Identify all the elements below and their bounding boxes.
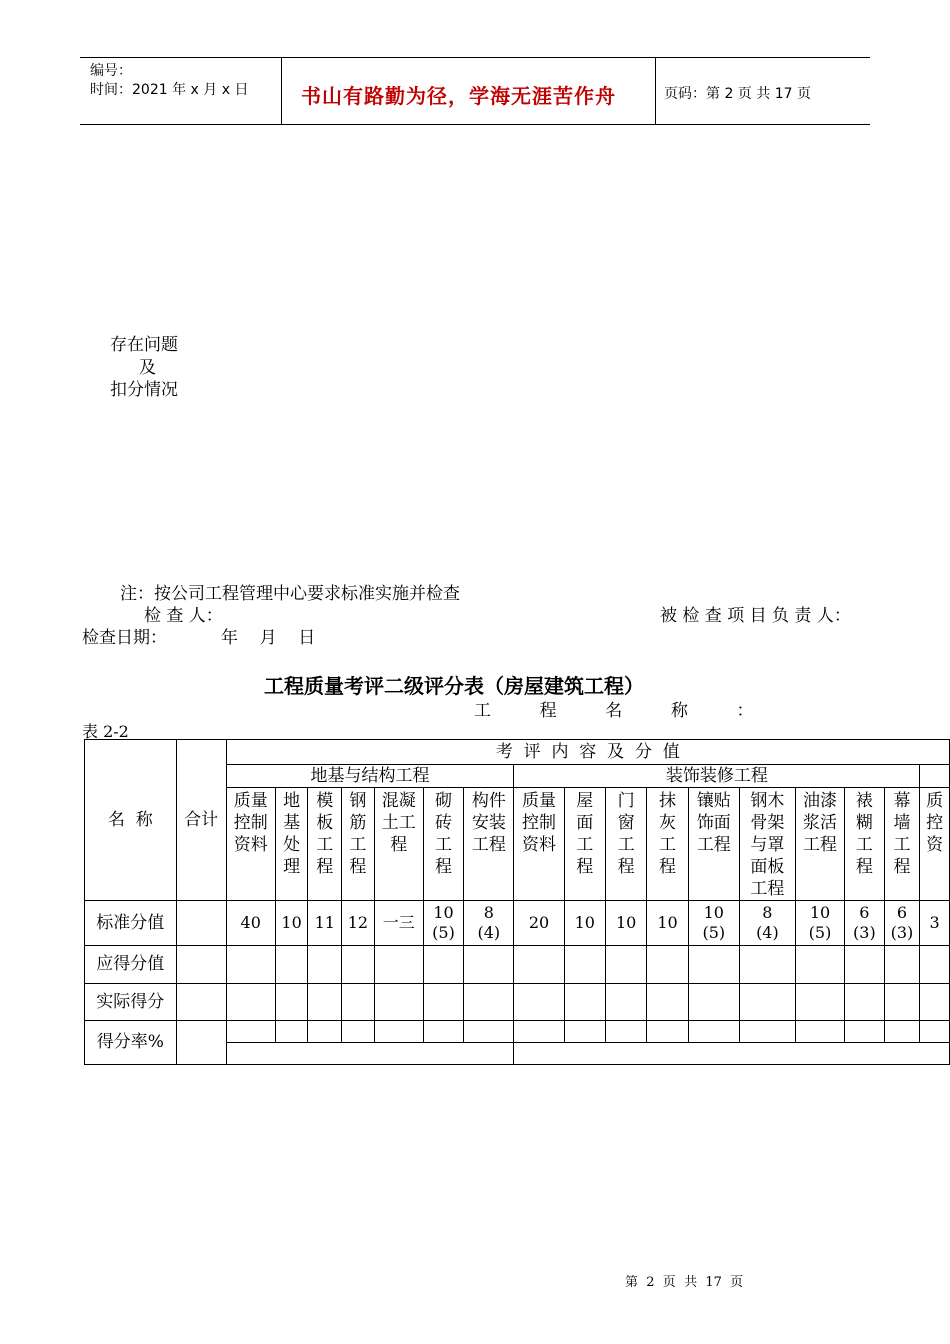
- header-top-rule: [80, 57, 870, 58]
- standard-value-line: 10: [657, 913, 678, 932]
- group-decoration: 装饰装修工程: [514, 765, 920, 788]
- standard-value-12: [739, 901, 795, 946]
- item-header-line: 工: [349, 835, 367, 855]
- standard-value-line: (5): [432, 923, 455, 942]
- item-header-line: 工程: [696, 835, 731, 855]
- item-header-line: 抹: [659, 791, 677, 811]
- issues-line-1: 存在问题: [110, 335, 178, 355]
- rate-cell[interactable]: [647, 1021, 688, 1043]
- standard-value-1: [275, 901, 308, 946]
- item-header-line: 筋: [349, 813, 367, 833]
- standard-value-3: [342, 901, 375, 946]
- standard-value-line: 10: [281, 913, 302, 932]
- standard-value-line: 40: [240, 913, 261, 932]
- item-header-line: 工程: [750, 879, 785, 899]
- item-header-line: 资料: [522, 835, 556, 855]
- row-due-cell[interactable]: [514, 946, 564, 984]
- rate-cell[interactable]: [342, 1021, 375, 1043]
- row-actual-cell[interactable]: [464, 984, 514, 1021]
- row-due-cell[interactable]: [739, 946, 795, 984]
- item-header-line: 理: [283, 857, 301, 877]
- rate-cell[interactable]: [423, 1021, 463, 1043]
- row-actual-cell[interactable]: [226, 984, 275, 1021]
- standard-value-line: 8: [762, 903, 773, 922]
- rate-cell[interactable]: [688, 1021, 739, 1043]
- header-divider-right: [655, 57, 656, 125]
- row-actual-cell[interactable]: [739, 984, 795, 1021]
- rate-cell[interactable]: [308, 1021, 342, 1043]
- item-header-line: 面: [576, 813, 594, 833]
- standard-value-15: [884, 901, 920, 946]
- header-bottom-rule: [80, 124, 870, 125]
- item-header-line: 板: [316, 813, 334, 833]
- item-header-line: 工程: [803, 835, 838, 855]
- item-header-5: [423, 788, 463, 901]
- eval-header: 考 评 内 容 及 分 值: [226, 740, 949, 765]
- row-due-cell[interactable]: [605, 946, 646, 984]
- item-header-line: 墙: [893, 813, 911, 833]
- row-label-actual: 实际得分: [85, 984, 177, 1021]
- row-due-cell[interactable]: [688, 946, 739, 984]
- standard-value-line: 20: [528, 913, 550, 932]
- standard-value-line: (3): [853, 923, 876, 942]
- item-header-8: [564, 788, 605, 901]
- row-actual-cell[interactable]: [605, 984, 646, 1021]
- item-header-line: 土工: [381, 813, 416, 833]
- col-name-header: 名 称: [85, 740, 177, 901]
- serial-label: 编号：: [90, 63, 132, 79]
- item-header-line: 质: [926, 791, 944, 811]
- standard-value-line: 10: [574, 913, 595, 932]
- standard-value-line: 8: [483, 903, 494, 922]
- item-header-line: 处: [283, 835, 301, 855]
- item-header-10: [647, 788, 688, 901]
- item-header-line: 资: [926, 835, 944, 855]
- item-header-line: 程: [659, 857, 677, 877]
- item-header-line: 控制: [233, 813, 268, 833]
- item-header-line: 镶贴: [696, 791, 731, 811]
- standard-value-line: 10: [433, 903, 454, 922]
- item-header-line: 饰面: [696, 813, 731, 833]
- standard-value-6: [464, 901, 514, 946]
- score-table: [84, 739, 950, 1065]
- page-label: 页码：第 2 页 共 17 页: [664, 86, 811, 102]
- row-actual-cell[interactable]: [920, 984, 950, 1021]
- page-footer: 第 2 页 共 17 页: [625, 1275, 744, 1290]
- item-header-line: 地: [283, 791, 301, 811]
- row-actual-cell[interactable]: [275, 984, 308, 1021]
- item-header-line: 程: [316, 857, 334, 877]
- item-header-line: 工程: [471, 835, 506, 855]
- row-due-cell[interactable]: [845, 946, 885, 984]
- item-header-line: 工: [659, 835, 677, 855]
- row-actual-cell[interactable]: [845, 984, 885, 1021]
- item-header-line: 资料: [233, 835, 268, 855]
- item-header-line: 构件: [471, 791, 506, 811]
- rate-cell[interactable]: [795, 1021, 844, 1043]
- item-header-line: 质量: [522, 791, 556, 811]
- standard-value-line: (4): [756, 923, 779, 942]
- standard-value-line: (3): [890, 923, 914, 942]
- row-due-cell[interactable]: [342, 946, 375, 984]
- item-header-line: 与罩: [750, 835, 785, 855]
- row-due-cell[interactable]: [564, 946, 605, 984]
- standard-value-line: (4): [477, 923, 501, 942]
- row-actual-cell[interactable]: [374, 984, 423, 1021]
- item-header-line: 工: [855, 835, 873, 855]
- row-actual-cell[interactable]: [342, 984, 375, 1021]
- item-header-line: 浆活: [803, 813, 838, 833]
- row-label-rate: 得分率%: [85, 1021, 177, 1065]
- row-due-cell[interactable]: [795, 946, 844, 984]
- rate-cell[interactable]: [564, 1021, 605, 1043]
- item-header-line: 工: [893, 835, 911, 855]
- item-header-6: [464, 788, 514, 901]
- item-header-line: 控: [926, 813, 944, 833]
- item-header-line: 模: [316, 791, 334, 811]
- row-due-cell[interactable]: [920, 946, 950, 984]
- rate-cell[interactable]: [920, 1021, 950, 1043]
- item-header-line: 程: [390, 835, 408, 855]
- rate-cell[interactable]: [514, 1021, 564, 1043]
- item-header-line: 糊: [855, 813, 873, 833]
- item-header-line: 钢木: [750, 791, 785, 811]
- standard-value-13: [795, 901, 844, 946]
- issues-line-2: 及: [139, 358, 156, 378]
- row-actual-cell[interactable]: [795, 984, 844, 1021]
- standard-value-14: [845, 901, 885, 946]
- standard-value-line: 12: [347, 913, 369, 932]
- row-actual-cell[interactable]: [308, 984, 342, 1021]
- standard-value-line: 10: [809, 903, 831, 922]
- item-header-line: 屋: [576, 791, 594, 811]
- item-header-9: [605, 788, 646, 901]
- item-header-11: [688, 788, 739, 901]
- col-total-header: 合计: [176, 740, 226, 901]
- item-header-1: [275, 788, 308, 901]
- item-header-line: 程: [893, 857, 911, 877]
- group-foundation-structure: 地基与结构工程: [226, 765, 514, 788]
- standard-value-line: 6: [859, 903, 870, 922]
- item-header-0: [226, 788, 275, 901]
- item-header-2: [308, 788, 342, 901]
- item-header-line: 程: [349, 857, 367, 877]
- table-title: 工程质量考评二级评分表（房屋建筑工程）: [264, 674, 644, 698]
- item-header-line: 砖: [435, 813, 452, 833]
- standard-value-7: [514, 901, 564, 946]
- row-due-cell[interactable]: [308, 946, 342, 984]
- item-header-line: 灰: [659, 813, 677, 833]
- item-header-line: 砌: [435, 791, 452, 811]
- standard-value-line: 11: [314, 913, 335, 932]
- rate-cell[interactable]: [226, 1021, 275, 1043]
- total-rate: [176, 1021, 226, 1065]
- table-number: 表 2-2: [82, 722, 129, 741]
- row-actual-cell[interactable]: [564, 984, 605, 1021]
- row-actual-cell[interactable]: [514, 984, 564, 1021]
- row-due-cell[interactable]: [374, 946, 423, 984]
- inspector-label: 检 查 人：: [144, 606, 223, 626]
- item-header-line: 程: [855, 857, 873, 877]
- row-due-cell[interactable]: [647, 946, 688, 984]
- standard-value-11: [688, 901, 739, 946]
- row-due-cell[interactable]: [464, 946, 514, 984]
- rate-group-2: [514, 1043, 950, 1065]
- standard-value-2: [308, 901, 342, 946]
- row-actual-cell[interactable]: [423, 984, 463, 1021]
- project-name-label: 工 程 名 称 ：: [474, 701, 754, 721]
- standard-value-16: [920, 901, 950, 946]
- rate-cell[interactable]: [464, 1021, 514, 1043]
- rate-cell[interactable]: [884, 1021, 920, 1043]
- rate-cell[interactable]: [275, 1021, 308, 1043]
- item-header-line: 油漆: [803, 791, 838, 811]
- item-header-line: 控制: [522, 813, 556, 833]
- row-label-due: 应得分值: [85, 946, 177, 984]
- project-responsible-label: 被 检 查 项 目 负 责 人：: [660, 606, 851, 626]
- item-header-line: 工: [316, 835, 334, 855]
- row-due-cell[interactable]: [176, 946, 226, 984]
- item-header-4: [374, 788, 423, 901]
- standard-value-5: [423, 901, 463, 946]
- item-header-15: [884, 788, 920, 901]
- rate-group-1: [226, 1043, 514, 1065]
- item-header-3: [342, 788, 375, 901]
- item-header-line: 工: [617, 835, 635, 855]
- standard-value-8: [564, 901, 605, 946]
- total-standard: [176, 901, 226, 946]
- standard-value-10: [647, 901, 688, 946]
- item-header-12: [739, 788, 795, 901]
- item-header-13: [795, 788, 844, 901]
- standard-value-line: 3: [929, 913, 940, 932]
- standard-value-9: [605, 901, 646, 946]
- item-header-line: 窗: [617, 813, 635, 833]
- group-next: [920, 765, 950, 788]
- item-header-line: 裱: [855, 791, 873, 811]
- row-actual-cell[interactable]: [176, 984, 226, 1021]
- standard-value-line: 10: [615, 913, 637, 932]
- rate-cell[interactable]: [605, 1021, 646, 1043]
- item-header-line: 程: [617, 857, 635, 877]
- item-header-line: 程: [435, 857, 452, 877]
- item-header-line: 门: [617, 791, 635, 811]
- standard-value-line: (5): [808, 923, 832, 942]
- item-header-line: 混凝: [381, 791, 416, 811]
- row-due-cell[interactable]: [275, 946, 308, 984]
- rate-cell[interactable]: [845, 1021, 885, 1043]
- item-header-line: 幕: [893, 791, 911, 811]
- row-due-cell[interactable]: [884, 946, 920, 984]
- item-header-line: 工: [435, 835, 452, 855]
- row-due-cell[interactable]: [423, 946, 463, 984]
- item-header-16: [920, 788, 950, 901]
- item-header-line: 面板: [750, 857, 785, 877]
- standard-value-line: 6: [896, 903, 908, 922]
- item-header-line: 骨架: [750, 813, 785, 833]
- standard-value-line: 10: [703, 903, 724, 922]
- standard-value-4: [374, 901, 423, 946]
- item-header-line: 程: [576, 857, 594, 877]
- row-due-cell[interactable]: [226, 946, 275, 984]
- standard-value-line: 一三: [382, 913, 415, 932]
- issues-line-3: 扣分情况: [110, 380, 178, 400]
- date-label: 时间：2021 年 x 月 x 日: [90, 82, 249, 98]
- standard-value-line: (5): [702, 923, 726, 942]
- check-date: 检查日期： 年 月 日: [82, 628, 316, 648]
- row-actual-cell[interactable]: [884, 984, 920, 1021]
- rate-cell[interactable]: [374, 1021, 423, 1043]
- row-actual-cell[interactable]: [647, 984, 688, 1021]
- row-label-standard: 标准分值: [85, 901, 177, 946]
- header-divider-left: [281, 57, 282, 125]
- row-actual-cell[interactable]: [688, 984, 739, 1021]
- item-header-line: 工: [576, 835, 594, 855]
- item-header-line: 钢: [349, 791, 367, 811]
- item-header-line: 基: [283, 813, 301, 833]
- item-header-14: [845, 788, 885, 901]
- motto: 书山有路勤为径，学海无涯苦作舟: [301, 84, 616, 108]
- standard-value-0: [226, 901, 275, 946]
- item-header-line: 质量: [233, 791, 268, 811]
- item-header-7: [514, 788, 564, 901]
- rate-cell[interactable]: [739, 1021, 795, 1043]
- note: 注：按公司工程管理中心要求标准实施并检查: [120, 584, 460, 604]
- item-header-line: 安装: [471, 813, 506, 833]
